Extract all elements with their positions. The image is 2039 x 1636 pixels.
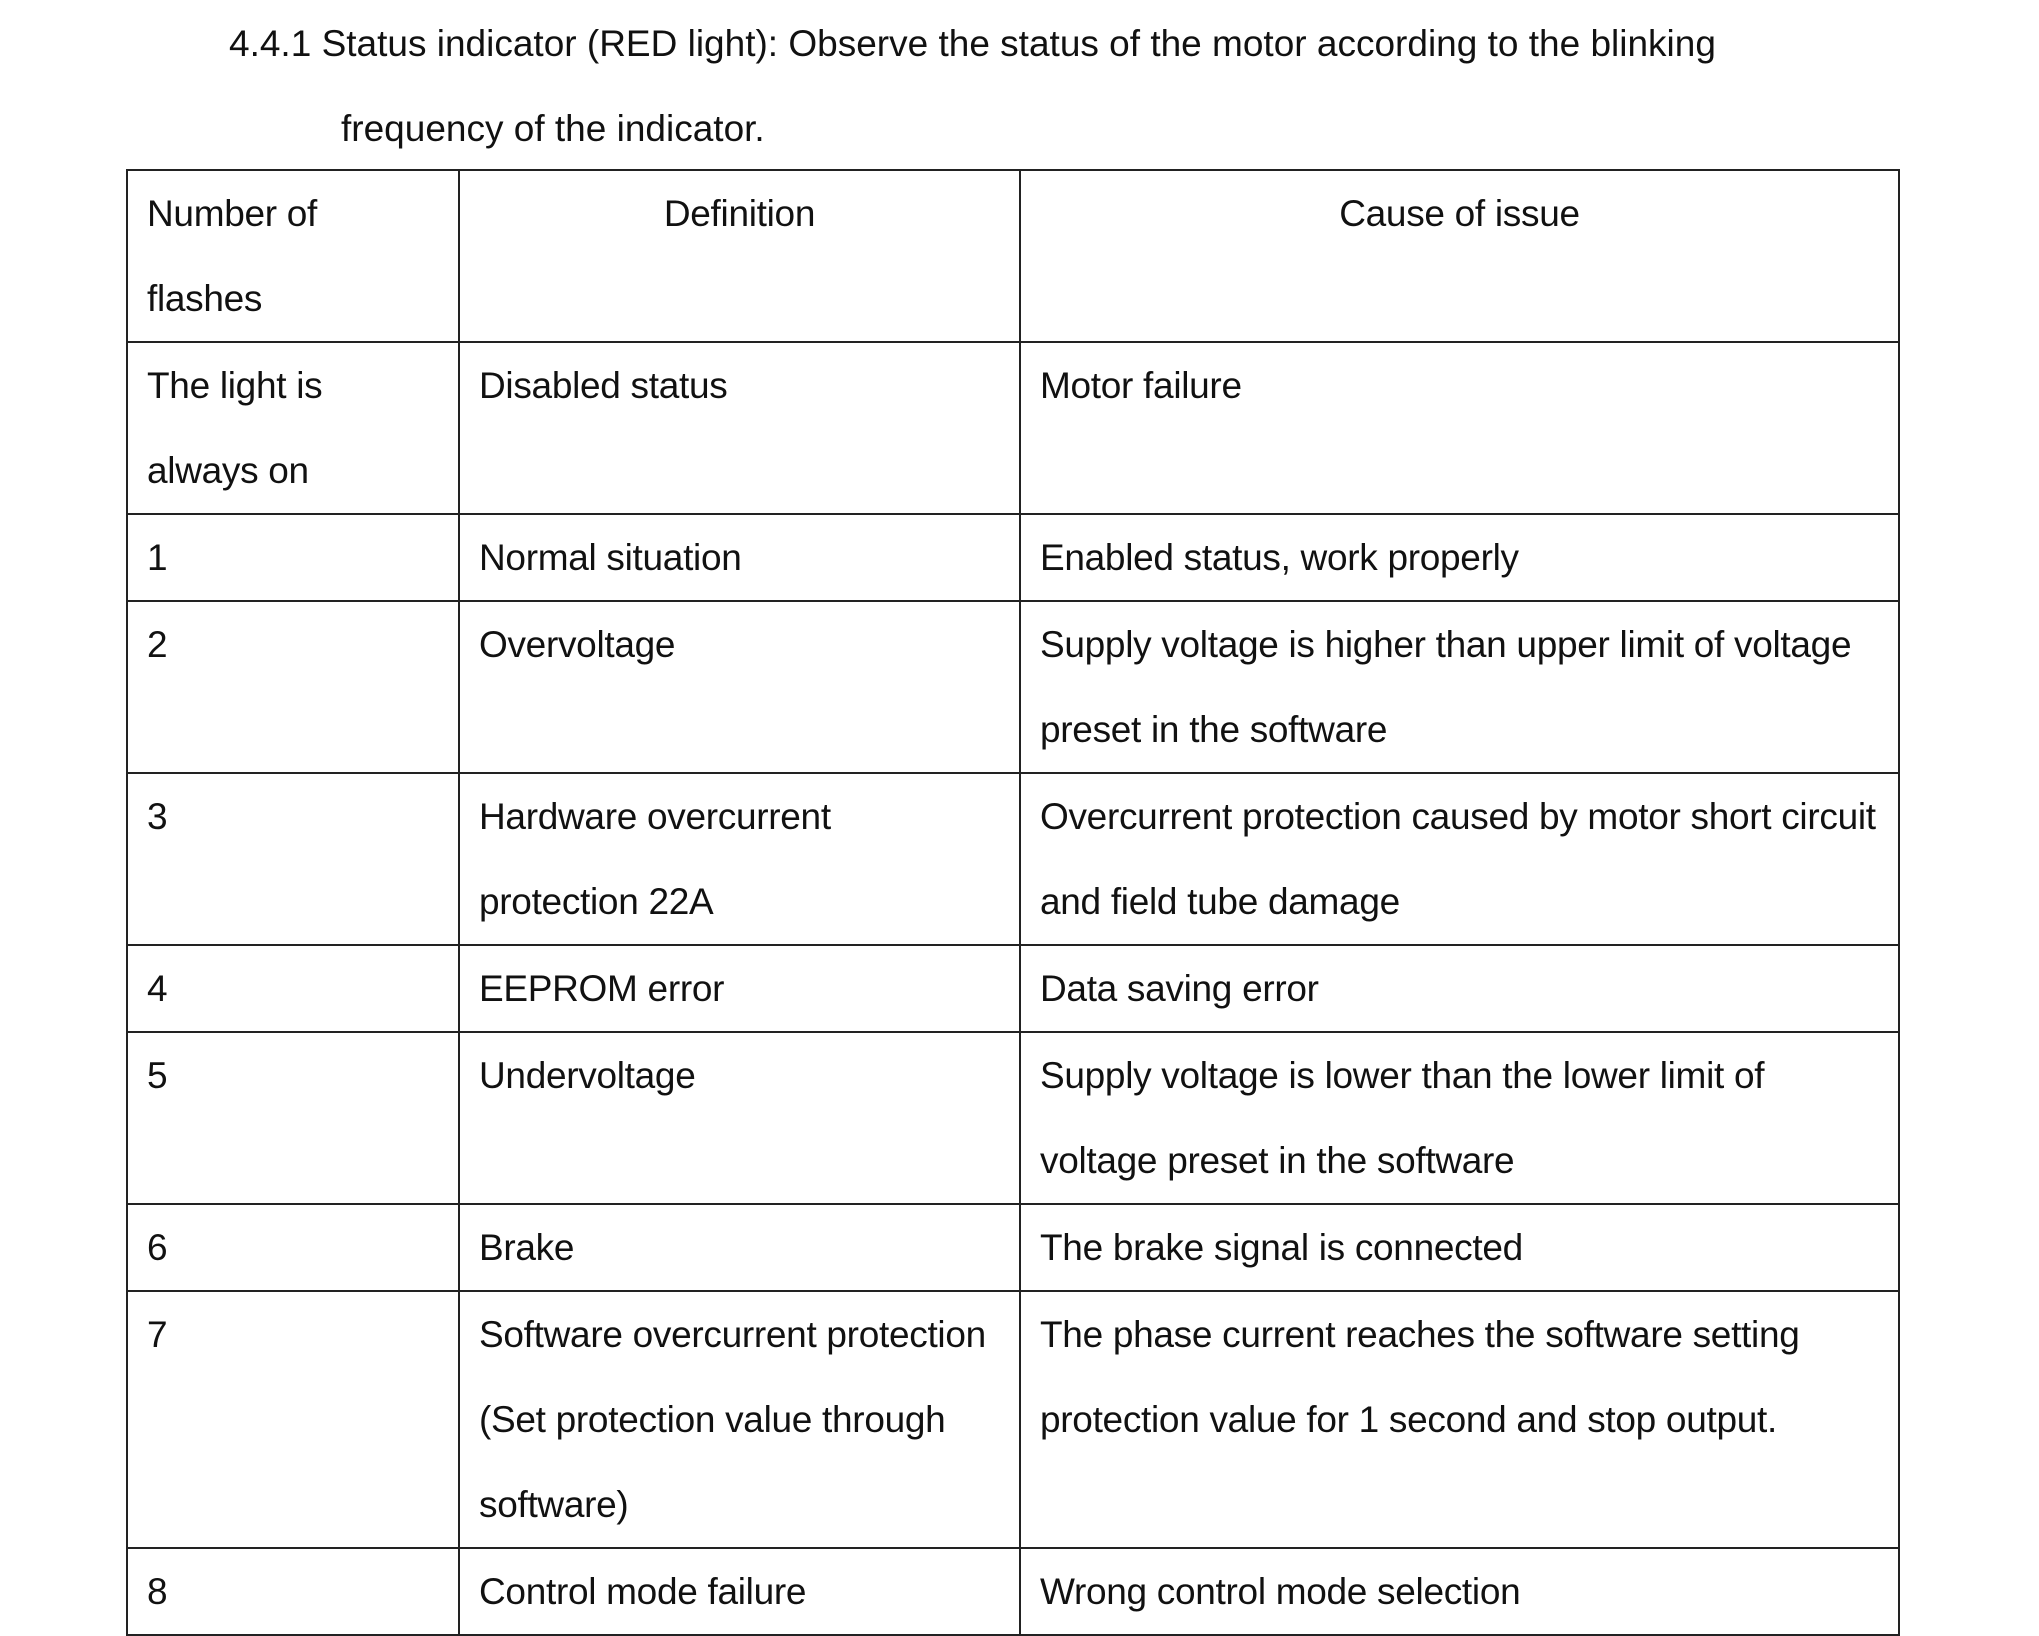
cell-definition: Software overcurrent protection (Set protection value through software) xyxy=(459,1291,1020,1548)
table-header-row xyxy=(127,170,1899,342)
cell-cause: The phase current reaches the software setting protection value for 1 second and stop output. xyxy=(1020,1291,1899,1548)
table-row xyxy=(127,1032,1899,1204)
cell-definition: Overvoltage xyxy=(459,601,1020,773)
cell-definition: Undervoltage xyxy=(459,1032,1020,1204)
cell-definition: Control mode failure xyxy=(459,1548,1020,1635)
cell-cause: Enabled status, work properly xyxy=(1020,514,1899,601)
table-row xyxy=(127,342,1899,514)
cell-flashes: 1 xyxy=(127,514,459,601)
cell-cause: Overcurrent protection caused by motor short circuit and field tube damage xyxy=(1020,773,1899,945)
cell-flashes: 3 xyxy=(127,773,459,945)
heading-line-2: frequency of the indicator. xyxy=(341,108,765,149)
header-number-of-flashes: Number of flashes xyxy=(127,170,459,342)
table-row xyxy=(127,1291,1899,1548)
cell-flashes: 6 xyxy=(127,1204,459,1291)
cell-flashes: 4 xyxy=(127,945,459,1032)
cell-cause: Wrong control mode selection xyxy=(1020,1548,1899,1635)
cell-definition: EEPROM error xyxy=(459,945,1020,1032)
cell-definition: Normal situation xyxy=(459,514,1020,601)
cell-cause: Supply voltage is higher than upper limit of voltage preset in the software xyxy=(1020,601,1899,773)
cell-flashes: 5 xyxy=(127,1032,459,1204)
cell-flashes: 8 xyxy=(127,1548,459,1635)
cell-definition: Hardware overcurrent protection 22A xyxy=(459,773,1020,945)
table-row xyxy=(127,945,1899,1032)
table-row xyxy=(127,1548,1899,1635)
cell-flashes: 2 xyxy=(127,601,459,773)
cell-flashes: 7 xyxy=(127,1291,459,1548)
section-heading xyxy=(0,0,2039,171)
table-row xyxy=(127,514,1899,601)
table-row xyxy=(127,1204,1899,1291)
cell-cause: Supply voltage is lower than the lower limit of voltage preset in the software xyxy=(1020,1032,1899,1204)
table-row xyxy=(127,773,1899,945)
cell-cause: Motor failure xyxy=(1020,342,1899,514)
heading-line-1: 4.4.1 Status indicator (RED light): Observe the status of the motor according to the blinking xyxy=(229,23,1716,64)
status-indicator-table xyxy=(126,169,1900,1636)
cell-flashes: The light is always on xyxy=(127,342,459,514)
cell-definition: Disabled status xyxy=(459,342,1020,514)
header-definition: Definition xyxy=(459,170,1020,342)
header-cause-of-issue: Cause of issue xyxy=(1020,170,1899,342)
table-row xyxy=(127,601,1899,773)
cell-cause: Data saving error xyxy=(1020,945,1899,1032)
cell-definition: Brake xyxy=(459,1204,1020,1291)
cell-cause: The brake signal is connected xyxy=(1020,1204,1899,1291)
